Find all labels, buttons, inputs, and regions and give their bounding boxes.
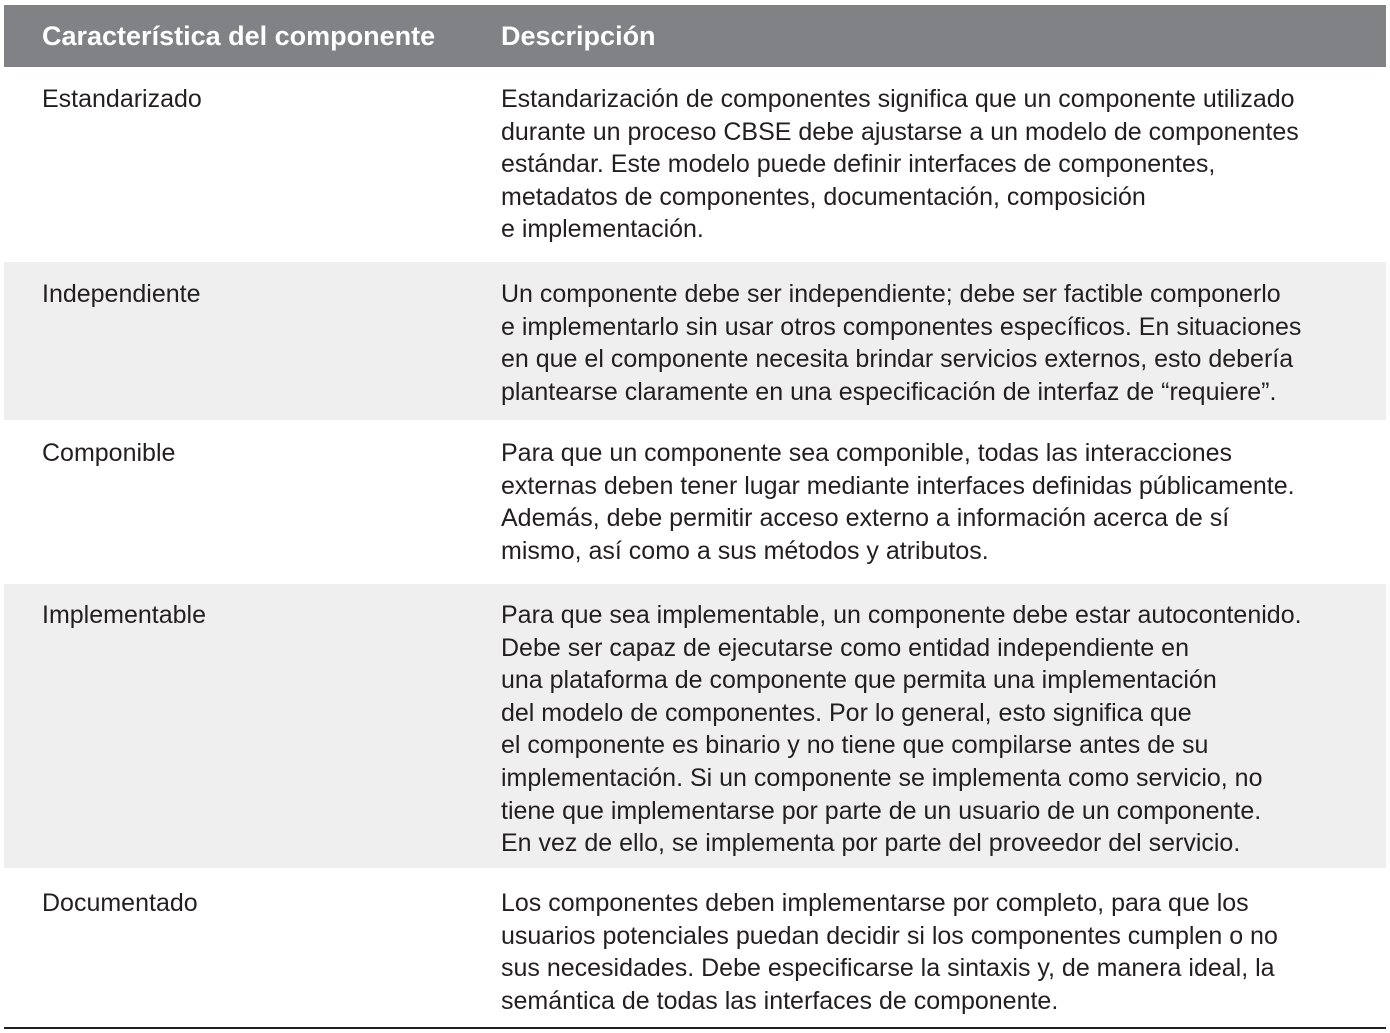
row-description: Estandarización de componentes significa que un componente utilizado durante un proceso CBSE debe ajustarse a un modelo de componentes estándar. Este modelo puede definir interfaces de componentes, metadatos de componentes, documentación, composición e implementación.: [501, 85, 1299, 244]
table-bottom-rule: [4, 1027, 1386, 1029]
row-characteristic: Independiente: [42, 280, 201, 308]
row-description: Los componentes deben implementarse por completo, para que los usuarios potenciales puedan decidir si los componentes cumplen o no sus necesidades. Debe especificarse la sintaxis y, de manera ideal, la semántica de todas las interfaces de componente.: [501, 889, 1278, 1015]
table-row: [4, 423, 1386, 581]
table-row: [4, 262, 1386, 420]
row-characteristic: Implementable: [42, 601, 206, 629]
component-characteristics-table: [4, 5, 1386, 1033]
row-description: Para que un componente sea componible, todas las interacciones externas deben tener lugar mediante interfaces definidas públicamente. Además, debe permitir acceso externo a información acerca de sí mismo, así como a sus métodos y atributos.: [501, 439, 1295, 565]
header-description: Descripción: [501, 20, 656, 51]
row-characteristic: Componible: [42, 439, 176, 467]
table-row: [4, 871, 1386, 1033]
row-characteristic: Documentado: [42, 889, 198, 917]
table-row: [4, 584, 1386, 868]
row-characteristic: Estandarizado: [42, 85, 202, 113]
row-description: Para que sea implementable, un componente debe estar autocontenido. Debe ser capaz de ejecutarse como entidad independiente en una plataforma de componente que permita una implementación del modelo de componentes. Por lo general, esto significa que el componente es binario y no tiene que compilarse antes de su implementación. Si un componente se implementa como servicio, no tiene que implementarse por parte de un usuario de un componente. En vez de ello, se implementa por parte del proveedor del servicio.: [501, 601, 1302, 858]
header-characteristic: Característica del componente: [42, 20, 436, 51]
table-header: [4, 5, 1386, 67]
table-row: [4, 67, 1386, 259]
row-description: Un componente debe ser independiente; debe ser factible componerlo e implementarlo sin usar otros componentes específicos. En situaciones en que el componente necesita brindar servicios externos, esto debería plantearse claramente en una especificación de interfaz de “requiere”.: [501, 280, 1302, 406]
